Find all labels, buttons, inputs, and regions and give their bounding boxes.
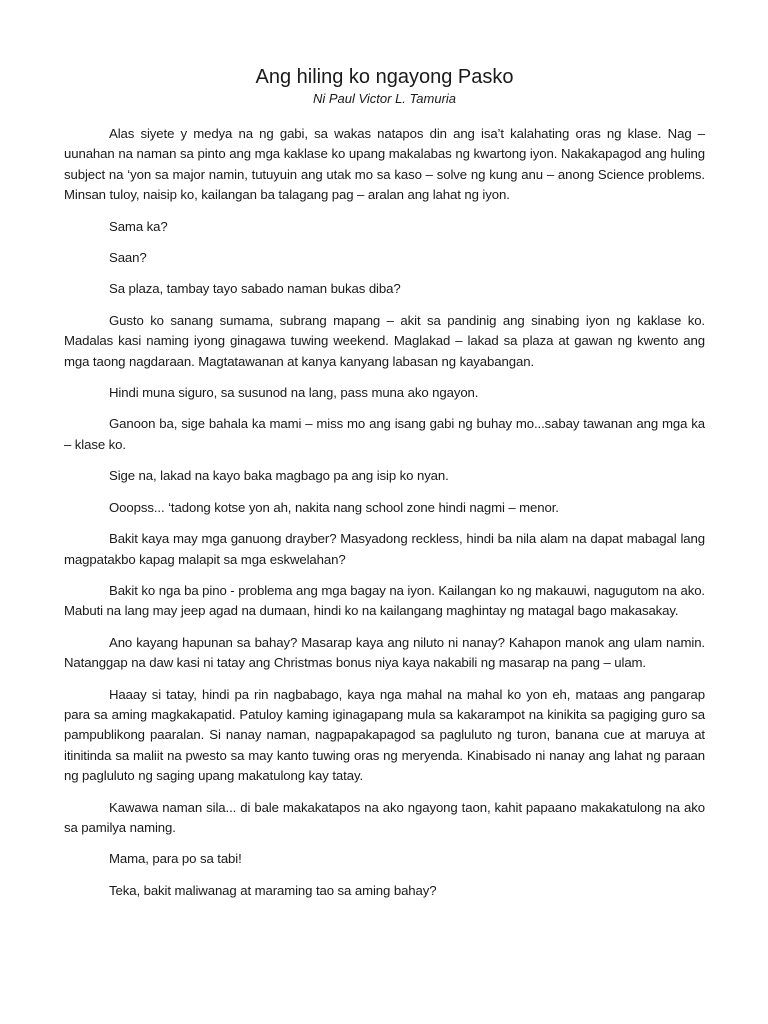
paragraph: Kawawa naman sila... di bale makakatapos na ako ngayong taon, kahit papaano makakatulong na ako sa pamilya naming. [64,799,705,835]
paragraph: Alas siyete y medya na ng gabi, sa wakas natapos din ang isa’t kalahating oras ng klase. Nag – uunahan na naman sa pinto ang mga kaklase ko upang makalabas ng kwartong iyon. Nakakapagod ang huling subject na ‘yon sa major namin, tutuyuin ang utak mo sa kaso – solve ng kung anu – anong Science problems. Minsan tuloy, naisip ko, kailangan ba talagang pag – aralan ang lahat ng iyon. [64,126,705,203]
paragraph: Teka, bakit maliwanag at maraming tao sa aming bahay? [109,882,437,898]
paragraph: Bakit kaya may mga ganuong drayber? Masyadong reckless, hindi ba nila alam na dapat mabagal lang magpatakbo kapag malapit sa mga eskwelahan? [64,531,705,567]
paragraph: Sa plaza, tambay tayo sabado naman bukas diba? [109,281,401,297]
paragraph: Sige na, lakad na kayo baka magbago pa ang isip ko nyan. [109,468,449,484]
document-body [64,124,705,901]
paragraph: Gusto ko sanang sumama, subrang mapang – akit sa pandinig ang sinabing iyon ng kaklase ko. Madalas kasi naming iyong ginagawa tuwing weekend. Maglakad – lakad sa plaza at gawan ng kwento ang mga taong nagdaraan. Magtatawanan at kanya kanyang labasan ng kayabangan. [64,312,705,369]
paragraph: Saan? [109,250,147,266]
document-page [64,64,705,912]
paragraph: Ooopss... ‘tadong kotse yon ah, nakita nang school zone hindi nagmi – menor. [109,499,559,515]
paragraph: Ganoon ba, sige bahala ka mami – miss mo ang isang gabi ng buhay mo...sabay tawanan ang mga ka – klase ko. [64,416,705,452]
paragraph: Bakit ko nga ba pino - problema ang mga bagay na iyon. Kailangan ko ng makauwi, nagugutom na ako. Mabuti na lang may jeep agad na dumaan, hindi ko na kailangang maghintay ng matagal bago makasakay. [64,582,705,619]
paragraph: Mama, para po sa tabi! [109,851,242,867]
paragraph: Hindi muna siguro, sa susunod na lang, pass muna ako ngayon. [109,385,479,401]
paragraph: Ano kayang hapunan sa bahay? Masarap kaya ang niluto ni nanay? Kahapon manok ang ulam namin. Natanggap na daw kasi ni tatay ang Christmas bonus niya kaya nakabili ng masarap na pang – ulam. [64,634,705,671]
paragraph: Haaay si tatay, hindi pa rin nagbabago, kaya nga mahal na mahal ko yon eh, mataas ang pangarap para sa aming magkakapatid. Patuloy kaming iginagapang mula sa kakarampot na kinikita sa pagiging guro sa pampublikong paaralan. Si nanay naman, nagpapakapagod sa pagluluto ng turon, banana cue at maruya at itinitinda sa maliit na pwesto sa may kanto tuwing oras ng meryenda. Kinabisado ni nanay ang lahat ng paraan ng pagluluto ng saging upang makatulong kay tatay. [64,686,705,784]
document-title: Ang hiling ko ngayong Pasko [255,66,514,88]
paragraph: Sama ka? [109,218,168,234]
document-author: Ni Paul Victor L. Tamuria [312,91,457,106]
